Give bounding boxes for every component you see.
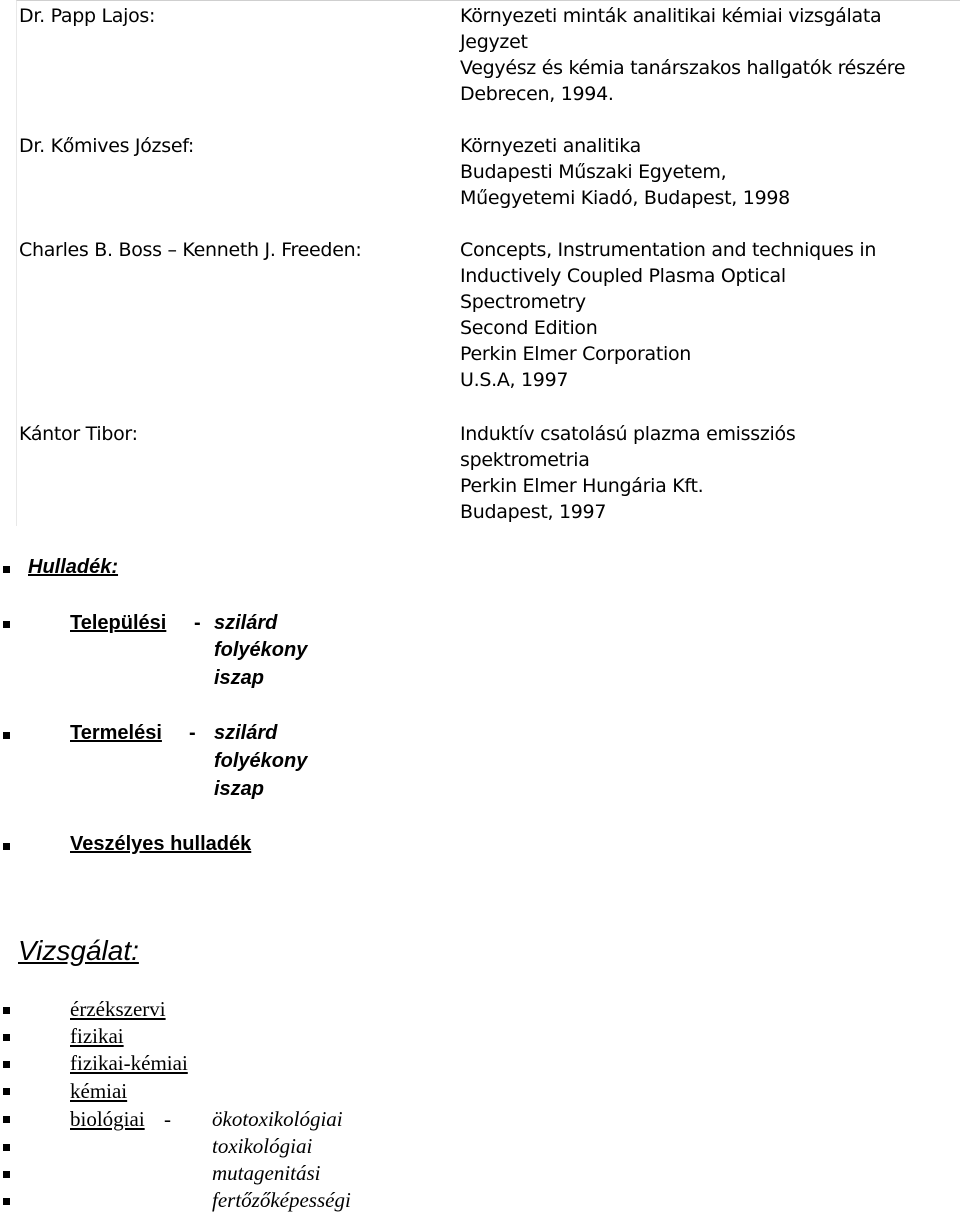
bullet-icon: [3, 1198, 10, 1205]
reference-work: [460, 237, 876, 393]
reference-work: [460, 3, 905, 107]
reference-line: Műegyetemi Kiadó, Budapest, 1998: [460, 187, 790, 209]
biological-subitem: fertőzőképességi: [212, 1188, 351, 1212]
reference-line: U.S.A, 1997: [460, 369, 569, 391]
waste-type-item: szilárd: [214, 722, 278, 744]
reference-line: Inductively Coupled Plasma Optical: [460, 265, 786, 287]
examination-item: érzékszervi: [70, 997, 166, 1021]
reference-author: Charles B. Boss – Kenneth J. Freeden:: [19, 239, 362, 261]
reference-author: Kántor Tibor:: [19, 423, 138, 445]
hazardous-waste: Veszélyes hulladék: [70, 833, 252, 855]
bullet-icon: [3, 566, 10, 573]
waste-type-item: iszap: [214, 667, 265, 689]
examination-item: fizikai-kémiai: [70, 1051, 188, 1075]
reference-line: Perkin Elmer Hungária Kft.: [460, 475, 704, 497]
biological-subitem: ökotoxikológiai: [212, 1107, 343, 1131]
waste-heading: Hulladék:: [28, 556, 119, 578]
bullet-icon: [3, 1088, 10, 1095]
reference-list-image: [16, 0, 960, 526]
biological-subitem: mutagenitási: [212, 1161, 321, 1185]
reference-line: Jegyzet: [460, 31, 528, 53]
reference-line: Spectrometry: [460, 291, 586, 313]
waste-type-item: folyékony: [214, 639, 308, 661]
bullet-icon: [3, 1007, 10, 1014]
bullet-icon: [3, 1144, 10, 1151]
waste-group-dash: -: [189, 722, 196, 744]
waste-type-item: szilárd: [214, 612, 278, 634]
reference-work: [460, 421, 795, 525]
reference-author: Dr. Papp Lajos:: [19, 5, 156, 27]
waste-type-item: iszap: [214, 778, 265, 800]
reference-line: spektrometria: [460, 449, 590, 471]
examination-item-biological: biológiai: [70, 1107, 145, 1131]
reference-line: Vegyész és kémia tanárszakos hallgatók részére: [460, 57, 906, 79]
bullet-icon: [3, 732, 10, 739]
bullet-icon: [3, 843, 10, 850]
reference-work: [460, 133, 790, 211]
reference-line: Debrecen, 1994.: [460, 83, 614, 105]
examination-item: fizikai: [70, 1024, 124, 1048]
reference-author: Dr. Kőmives József:: [19, 135, 195, 157]
bullet-icon: [3, 621, 10, 628]
waste-group-dash: -: [194, 612, 201, 634]
reference-line: Környezeti minták analitikai kémiai vizsgálata: [460, 5, 882, 27]
biological-subitem: toxikológiai: [212, 1134, 313, 1158]
reference-line: Perkin Elmer Corporation: [460, 343, 692, 365]
examination-item: kémiai: [70, 1079, 128, 1103]
examination-dash: -: [164, 1107, 171, 1131]
bullet-icon: [3, 1061, 10, 1068]
bullet-icon: [3, 1171, 10, 1178]
reference-line: Környezeti analitika: [460, 135, 641, 157]
reference-line: Budapesti Műszaki Egyetem,: [460, 161, 727, 183]
reference-line: Induktív csatolású plazma emissziós: [460, 423, 796, 445]
reference-line: Second Edition: [460, 317, 598, 339]
bullet-icon: [3, 1034, 10, 1041]
reference-line: Concepts, Instrumentation and techniques in: [460, 239, 877, 261]
examination-heading: Vizsgálat:: [18, 935, 139, 966]
reference-line: Budapest, 1997: [460, 501, 607, 523]
waste-group-label: Települési: [70, 612, 167, 634]
bullet-icon: [3, 1116, 10, 1123]
waste-type-item: folyékony: [214, 750, 308, 772]
waste-group-label: Termelési: [70, 722, 162, 744]
